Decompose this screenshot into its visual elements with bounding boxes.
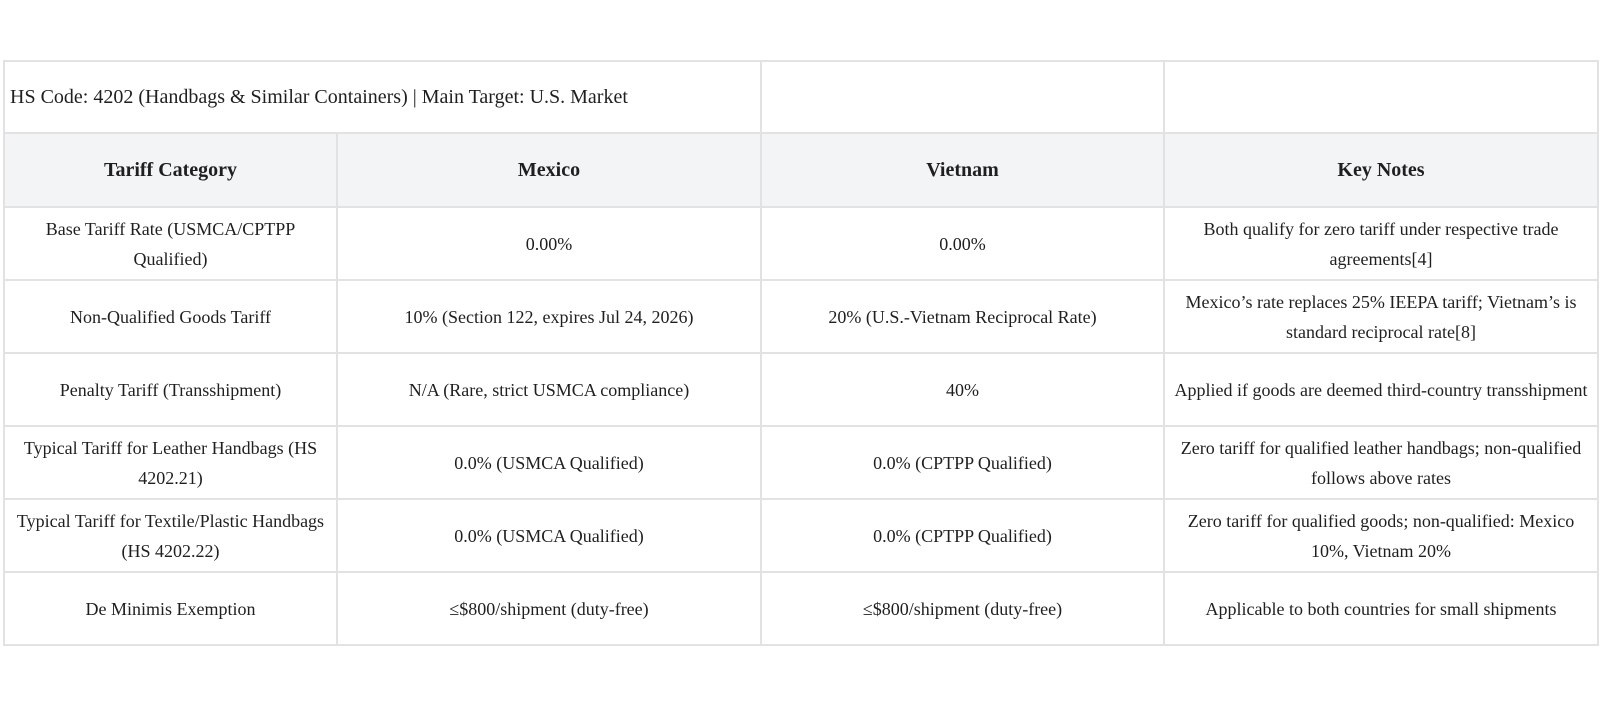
table-row bbox=[4, 207, 1598, 280]
cell-notes: Mexico’s rate replaces 25% IEEPA tariff; Vietnam’s is standard reciprocal rate[8] bbox=[1164, 280, 1598, 353]
cell-vietnam: ≤$800/shipment (duty-free) bbox=[761, 572, 1164, 645]
header-mexico: Mexico bbox=[337, 133, 761, 207]
table-caption: HS Code: 4202 (Handbags & Similar Containers) | Main Target: U.S. Market bbox=[4, 61, 761, 133]
table-row bbox=[4, 280, 1598, 353]
cell-notes: Applicable to both countries for small shipments bbox=[1164, 572, 1598, 645]
cell-category: Typical Tariff for Leather Handbags (HS 4202.21) bbox=[4, 426, 337, 499]
table-row bbox=[4, 426, 1598, 499]
header-row bbox=[4, 133, 1598, 207]
table-row bbox=[4, 353, 1598, 426]
cell-vietnam: 0.0% (CPTPP Qualified) bbox=[761, 426, 1164, 499]
cell-mexico: 0.00% bbox=[337, 207, 761, 280]
cell-category: Base Tariff Rate (USMCA/CPTPP Qualified) bbox=[4, 207, 337, 280]
header-vietnam: Vietnam bbox=[761, 133, 1164, 207]
cell-vietnam: 20% (U.S.-Vietnam Reciprocal Rate) bbox=[761, 280, 1164, 353]
cell-notes: Applied if goods are deemed third-country transshipment bbox=[1164, 353, 1598, 426]
header-key-notes: Key Notes bbox=[1164, 133, 1598, 207]
cell-vietnam: 0.00% bbox=[761, 207, 1164, 280]
cell-mexico: 10% (Section 122, expires Jul 24, 2026) bbox=[337, 280, 761, 353]
cell-mexico: 0.0% (USMCA Qualified) bbox=[337, 426, 761, 499]
tariff-table bbox=[3, 60, 1599, 646]
cell-category: Penalty Tariff (Transshipment) bbox=[4, 353, 337, 426]
cell-mexico: N/A (Rare, strict USMCA compliance) bbox=[337, 353, 761, 426]
cell-mexico: ≤$800/shipment (duty-free) bbox=[337, 572, 761, 645]
cell-category: Typical Tariff for Textile/Plastic Handbags (HS 4202.22) bbox=[4, 499, 337, 572]
cell-mexico: 0.0% (USMCA Qualified) bbox=[337, 499, 761, 572]
table-row bbox=[4, 572, 1598, 645]
caption-row bbox=[4, 61, 1598, 133]
cell-category: Non-Qualified Goods Tariff bbox=[4, 280, 337, 353]
cell-vietnam: 0.0% (CPTPP Qualified) bbox=[761, 499, 1164, 572]
cell-notes: Zero tariff for qualified goods; non-qualified: Mexico 10%, Vietnam 20% bbox=[1164, 499, 1598, 572]
header-tariff-category: Tariff Category bbox=[4, 133, 337, 207]
table-row bbox=[4, 499, 1598, 572]
cell-notes: Both qualify for zero tariff under respective trade agreements[4] bbox=[1164, 207, 1598, 280]
cell-category: De Minimis Exemption bbox=[4, 572, 337, 645]
cell-notes: Zero tariff for qualified leather handbags; non-qualified follows above rates bbox=[1164, 426, 1598, 499]
caption-empty-cell bbox=[761, 61, 1164, 133]
cell-vietnam: 40% bbox=[761, 353, 1164, 426]
caption-empty-cell bbox=[1164, 61, 1598, 133]
